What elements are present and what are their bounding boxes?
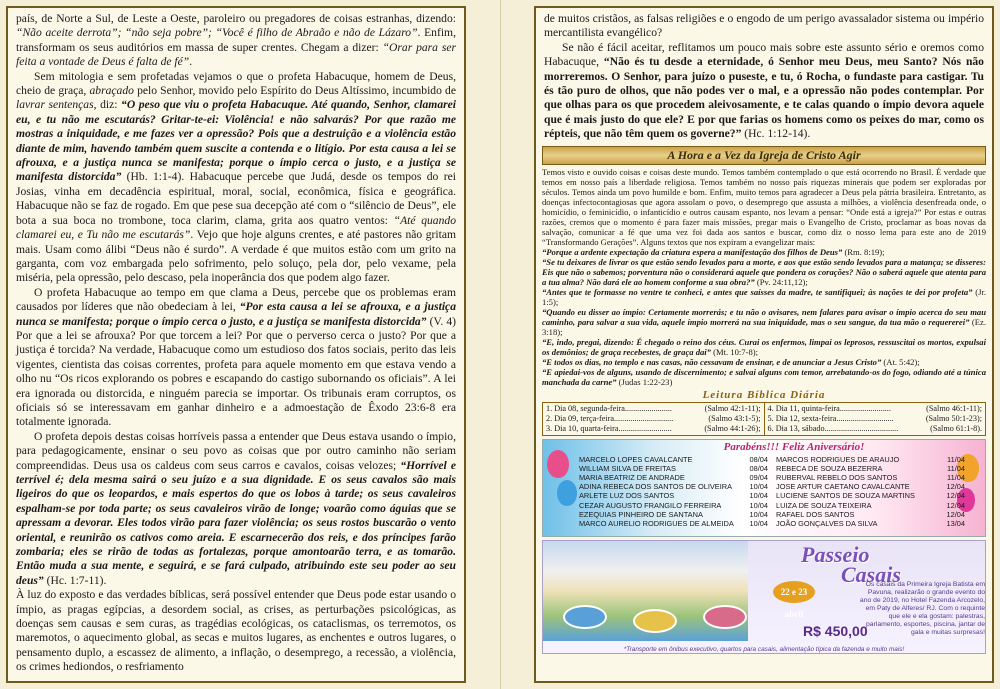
verse-reference: (Judas 1:22-23) <box>616 376 673 387</box>
passeio-footnote: *Transporte em ônibus executivo, quartos para casais, alimentação típica da fazenda e muito mais! <box>623 645 905 653</box>
right-page <box>534 6 994 683</box>
paragraph: Sem mitologia e sem profetadas vejamos o que o profeta Habacuque, homem de Deus, cheio de graça, abraçado pelo Senhor, movido pelo Espírito do Deus Altíssimo, incumbido de lavrar sentenças, diz: “O peso que viu o profeta Habacuque. Até quando, Senhor, clamarei eu, e tu não me escutarás? Gritar-te-ei: Violência! e não salvarás? Por que razão me mostras a iniquidade, e me fazes ver a opressão? Pois que a destruição e a violência estão diante de mim, havendo também quem suscite a contenda e o litígio. Por esta causa a lei se afrouxa, e a justiça nunca se manifesta; porque o ímpio cerca o justo, e a justiça se manifesta distorcida” (Hb. 1:1-4). Habacuque percebe que Judá, desde os tempos do rei Josias, vinha em decadência espiritual, moral, social, econômica, física e geográfica. Habacuque não se faz de rogado. Em que pese sua decepção até com o “silêncio de Deus”, ele bota a sua boca no trombone, toca clarim, clama, grita aos quatro ventos: “Até quando clamarei eu, e Tu não me escutarás”. Vejo que hoje alguns crentes, e até pastores não gritam mais. Usam como álibi “Deus não é surdo”. A verdade é que muitos estão com um grito na garganta, com voz embargada pelo sofrimento, pelo soluço, pela dor, pelo vexame, pela miséria, pela opressão, pelo descaso, pela inoperância dos que podem algo fazer. <box>16 69 456 285</box>
birthday-row <box>579 464 768 473</box>
birthday-row-label: MARCOS RODRIGUES DE ARAUJO <box>776 454 900 464</box>
verse-item <box>542 357 986 367</box>
leitura-column <box>543 403 764 435</box>
section-banner: A Hora e a Vez da Igreja de Cristo Agir <box>542 146 986 165</box>
birthday-list <box>579 455 965 529</box>
balloon-icon <box>547 450 569 478</box>
birthday-row <box>579 455 768 464</box>
birthday-row-value: 10/04 <box>749 491 768 501</box>
verse-text: “E, indo, pregai, dizendo: É chegado o reino dos céus. Curai os enfermos, limpai os leprosos, ressuscitai os mortos, expulsai os demônios; de graça recebestes, de graça dai” <box>542 336 986 357</box>
leitura-row-label: 3. Dia 10, quarta-feira.......................... <box>546 423 672 433</box>
birthday-row-label: CEZAR AUGUSTO FRANGILO FERREIRA <box>579 500 722 510</box>
leitura-column <box>764 403 986 435</box>
leitura-row-value: (Salmo 44:1-26); <box>704 423 761 433</box>
leitura-row-label: 6. Dia 13, sábado.................................... <box>767 423 899 433</box>
birthday-row-label: JOÃO GONÇALVES DA SILVA <box>776 519 878 529</box>
verse-item <box>542 337 986 357</box>
birthday-row <box>579 519 768 528</box>
birthday-row-label: MARCELO LOPES CAVALCANTE <box>579 454 693 464</box>
birthday-row-label: MARIA BEATRIZ DE ANDRADE <box>579 473 685 483</box>
paragraph: país, de Norte a Sul, de Leste a Oeste, paroleiro ou pregadores de coisas estranhas, dizendo: “Não aceite derrota”; “não seja pobre”; “Você é filho de Abraão e não de Lázaro”. Enfim, transformam os seus auditórios em massa de super crentes. Chegam a dizer: “Orar para ser feita a vontade de Deus é falta de fé”. <box>16 12 456 69</box>
birthday-row-label: WILLIAM SILVA DE FREITAS <box>579 463 676 473</box>
leitura-row-label: 2. Dia 09, terça-feira............................. <box>546 413 674 423</box>
left-column-text <box>16 12 456 675</box>
verse-text: “E todos os dias, no templo e nas casas, não cessavam de ensinar, e de anunciar a Jesus Cristo” <box>542 356 882 367</box>
leitura-row-value: (Salmo 43:1-5); <box>708 413 761 423</box>
paragraph: de muitos cristãos, as falsas religiões e o engodo de um perigo avassalador sistema ou império mercantilista evangélico? <box>544 12 984 40</box>
birthday-row-value: 12/04 <box>946 491 965 501</box>
passeio-title: Passeio Casais <box>801 541 901 587</box>
leitura-row-label: 4. Dia 11, quinta-feira......................... <box>767 403 891 413</box>
birthday-row-value: 11/04 <box>947 454 965 464</box>
verse-text: “Antes que te formasse no ventre te conheci, e antes que saísses da madre, te santifiquei; às nações te dei por profeta” <box>542 286 973 297</box>
birthday-row <box>776 510 965 519</box>
birthday-row <box>579 482 768 491</box>
birthday-column <box>776 455 965 529</box>
birthday-row-value: 10/04 <box>749 509 768 519</box>
birthday-box <box>542 439 986 537</box>
birthday-row <box>579 473 768 482</box>
leitura-row-value: (Salmo 50:1-23); <box>925 413 982 423</box>
leitura-row-value: (Salmo 46:1-11); <box>926 403 982 413</box>
birthday-row-value: 13/04 <box>946 519 965 529</box>
page-fold <box>500 0 501 689</box>
birthday-row <box>579 510 768 519</box>
birthday-row-label: ARLETE LUZ DOS SANTOS <box>579 491 675 501</box>
verse-text: “Porque a ardente expectação da criatura espera a manifestação dos filhos de Deus” <box>542 246 843 257</box>
right-column-text <box>536 12 992 142</box>
birthday-row-value: 10/04 <box>749 500 768 510</box>
birthday-row <box>776 455 965 464</box>
paragraph: O profeta Habacuque ao tempo em que clama a Deus, percebe que os problemas eram causados por líderes que não obedeciam à lei, “Por esta causa a lei se afrouxa, e a justiça nunca se manifesta; porque o ímpio cerca o justo, e a justiça se manifesta distorcida” (V. 4) Por que a lei se afrouxa? Por que torcem a lei? Por que o perverso cerca o justo? Por que a justiça é torcida? Na verdade, Habacuque como um estudioso dos fatos sociais, perito das leis vigentes, cientista das coisas correntes, profeta para aquele momento em que estava vendo a olho nu “Os ricos explorando os pobres e escapando do castigo subornando os oficiais”. A lei era ignorada ou distorcida, e ninguém parecia se importar. Os tribunais eram corruptos, os oficiais só se interessavam em ganhar dinheiro e a admoestação de Êxodo 23:6-8 era totalmente ignorada. <box>16 285 456 429</box>
birthday-row-label: MARCO AURELIO RODRIGUES DE ALMEIDA <box>579 519 734 529</box>
price: R$ 450,00 <box>803 622 868 639</box>
event-date-badge: 22 e 23 abril <box>773 581 815 603</box>
verse-reference: (Rm. 8:19); <box>842 246 885 257</box>
verse-reference: (Ez. 3:18); <box>542 316 986 337</box>
hora-intro: Temos visto e ouvido coisas e coisas deste mundo. Temos também contemplado o que está ocorrendo no Brasil. É verdade que temos em nosso país a liberdade religiosa. Temos também no nosso país riquezas minerais que podem ser exploradas por séculos. Temos ainda um povo humilde e bom. Enfim, muito temos para agradecer a Deus pela pátria brasileira. Entretanto, as doenças infectocontagiosas que agora assolam o povo, o desemprego que assusta a milhões, a violência desenfreada onde, o homicídio, o feminicídio, o infanticídio e outros causam espanto, nos levam a pensar: “Onde está a igreja?” Por estas e outras razões, cremos que o momento é para fazer mais missões, pregar mais o Evangelho de Cristo, proclamar as boas novas da salvação, comunicar a fé que uma vez foi dada aos santos e buscar, como diz o nosso lema para este ano de 2019 “Transformando Gerações”. Alguns textos que nos expiram a evangelizar mais: <box>542 166 986 247</box>
birthday-row-value: 12/04 <box>946 482 965 492</box>
birthday-row-label: EZEQUIAS PINHEIRO DE SANTANA <box>579 509 703 519</box>
paragraph: O profeta depois destas coisas horríveis passa a entender que Deus estava usando o ímpio, para pedagogicamente, ensinar o seu povo as coisas que por outro caminho não seriam compreendidas. Deus usa os caldeus com seus carros e cavalos, coisas velozes; “Horrível e terrível é; dela mesma sairá o seu juízo e a sua dignidade. E os seus cavalos são mais ligeiros do que os leopardos, e mais espertos do que os lobos à tarde; os seus cavaleiros espalham-se por toda parte; os seus cavaleiros virão de longe; voarão como águias que se apressam a devorar. Eles todos virão para fazer violência; os seus rostos buscarão o vento oriental, e reunirão os cativos como areia. E escarnecerão dos reis, e dos príncipes farão zombaria; eles se rirão de todas as fortalezas, porque amontoarão terra, e as tomarão. Então muda a sua mente, e seguirá, e se fará culpado, atribuindo este seu poder ao seu deus” (Hc. 1:7-11). <box>16 429 457 587</box>
verse-text: “Quando eu disser ao ímpio: Certamente morrerás; e tu não o avisares, nem falares para avisar o ímpio acerca do seu mau caminho, para salvar a sua vida, aquele ímpio morrerá na sua iniquidade, mas o seu sangue, da tua mão o requererei” <box>542 306 986 327</box>
birthday-row-value: 10/04 <box>749 519 768 529</box>
verse-list <box>542 247 986 387</box>
birthday-row-label: RAFAEL DOS SANTOS <box>776 509 855 519</box>
birthday-row-value: 12/04 <box>946 509 965 519</box>
left-page <box>6 6 466 683</box>
birthday-row <box>579 491 768 500</box>
paragraph: À luz do exposto e das verdades bíblicas, será possível entender que Deus pode estar usando o ímpio, as pragas egípcias, a desordem social, as crises, as perturbações psicológicas, as doenças sem causas e sem curas, as tragédias ecológicas, os cataclismas, os terremotos, os maremotos, o aquecimento global, as secas e muitos lugares, as enchentes e outros lugares, o pensamento duplo, a escassez de alimento, a inflação, o desemprego, a recessão, a violência, os crimes hediondos, o resfriamento <box>16 588 456 674</box>
verse-item <box>542 287 986 307</box>
photo-circle <box>563 605 607 629</box>
leitura-row <box>768 404 983 414</box>
hora-section <box>542 167 986 387</box>
verse-text: “Se tu deixares de livrar os que estão sendo levados para a morte, e aos que estão sendo levados para a matança; se disseres: Eis que não o sabemos; porventura não o considerará aquele que pondera os corações? Não o saberá aquele que atenta para a tua alma? Não dará ele ao homem conforme a sua obra?” <box>542 256 986 287</box>
passeio-ad <box>542 540 986 654</box>
verse-reference: (Mt. 10:7-8); <box>710 346 759 357</box>
leitura-table <box>542 402 986 436</box>
birthday-row-label: LUIZA DE SOUZA TEIXEIRA <box>776 500 872 510</box>
verse-reference: (Jr. 1:5); <box>542 286 986 307</box>
birthday-row-label: RUBERVAL REBELO DOS SANTOS <box>776 473 898 483</box>
birthday-row-label: REBECA DE SOUZA BEZERRA <box>776 463 883 473</box>
leitura-row <box>768 424 983 434</box>
leitura-row <box>546 414 761 424</box>
verse-item <box>542 367 986 387</box>
birthday-row <box>579 501 768 510</box>
photo-circle <box>633 609 677 633</box>
leitura-row <box>546 424 761 434</box>
verse-reference: (Pv. 24:11,12); <box>754 276 808 287</box>
leitura-row-value: (Salmo 61:1-8). <box>930 423 982 433</box>
birthday-row-value: 11/04 <box>947 473 965 483</box>
leitura-row <box>768 414 983 424</box>
birthday-row-value: 10/04 <box>749 482 768 492</box>
birthday-row <box>776 491 965 500</box>
birthday-row-value: 11/04 <box>947 463 965 473</box>
verse-item <box>542 307 986 337</box>
verse-text: “E apiedai-vos de alguns, usando de discernimento; e salvai alguns com temor, arrebatando-os do fogo, odiando até a túnica manchada da carne” <box>542 366 986 387</box>
verse-item <box>542 247 986 257</box>
birthday-row-label: ADINA REBECA DOS SANTOS DE OLIVEIRA <box>579 482 733 492</box>
birthday-column <box>579 455 768 529</box>
birthday-row-value: 08/04 <box>749 454 768 464</box>
birthday-row <box>776 464 965 473</box>
verse-item <box>542 257 986 287</box>
birthday-row-label: LUCIENE SANTOS DE SOUZA MARTINS <box>776 491 915 501</box>
leitura-title: Leitura Bíblica Diária <box>702 388 826 401</box>
birthday-row <box>776 501 965 510</box>
birthday-title: Parabéns!!! Feliz Aniversário! <box>723 440 865 453</box>
balloon-icon <box>557 480 577 506</box>
birthday-row-label: JOSE ARTUR CAETANO CAVALCANTE <box>776 482 910 492</box>
leitura-row-label: 1. Dia 08, segunda-feira....................... <box>546 403 672 413</box>
verse-reference: (At. 5:42); <box>881 356 920 367</box>
leitura-row-value: (Salmo 42:1-11); <box>704 403 761 413</box>
passeio-text: Os casais da Primeira Igreja Batista em Pavuna, realizarão o grande evento do ano de 2019, no Hotel Fazenda Arcozelo, em Paty de Alferes/ RJ. Com o requinte que ele e ela gostam: palestras, parlamento, esportes, piscina, jantar de gala e muitas surpresas! <box>859 580 985 636</box>
photo-circle <box>703 605 747 629</box>
birthday-row-value: 09/04 <box>749 473 768 483</box>
leitura-row-label: 5. Dia 12, sexta-feira............................ <box>767 413 894 423</box>
birthday-row-value: 08/04 <box>749 463 768 473</box>
birthday-row-value: 12/04 <box>946 500 965 510</box>
birthday-row <box>776 519 965 528</box>
birthday-row <box>776 482 965 491</box>
leitura-row <box>546 404 761 414</box>
birthday-row <box>776 473 965 482</box>
paragraph: Se não é fácil aceitar, reflitamos um pouco mais sobre este assunto sério e oremos como Habacuque, “Não és tu desde a eternidade, ó Senhor meu Deus, meu Santo? Nós não morreremos. O Senhor, para juízo o puseste, e tu, ó Rocha, o fundaste para castigar. Tu és tão puro de olhos, que não podes ver o mal, e a opressão não podes contemplar. Por que olhas para os que procedem aleivosamente, e te calas quando o ímpio devora aquele que é mais justo do que ele? E por que farias os homens como os peixes do mar, como os répteis, que não têm quem os governe?” (Hc. 1:12-14). <box>544 40 984 141</box>
